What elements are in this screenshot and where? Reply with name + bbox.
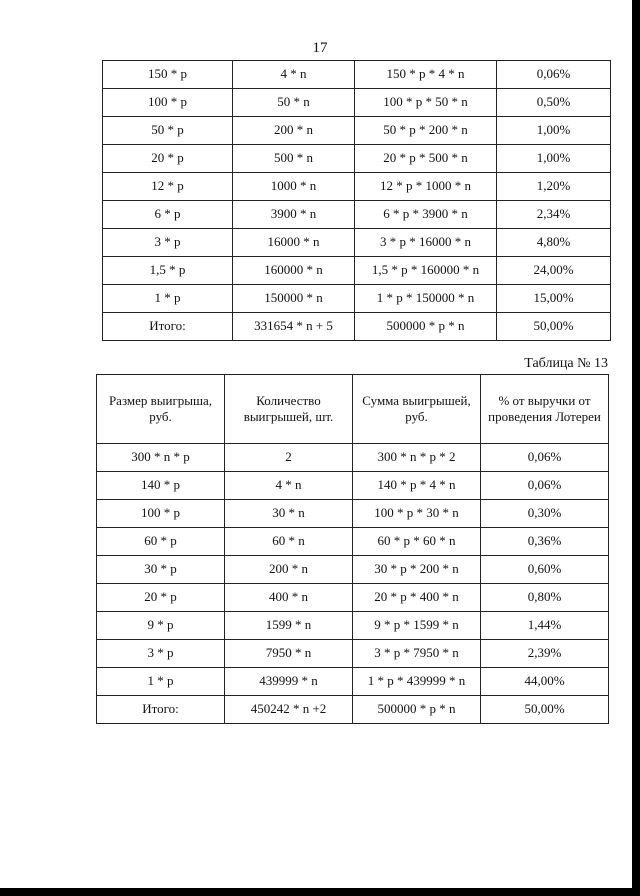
revenue-percent-cell: 50,00% — [481, 696, 609, 724]
revenue-percent-cell: 0,80% — [481, 584, 609, 612]
prize-count-cell: 500 * n — [233, 145, 355, 173]
prize-count-cell: 1599 * n — [225, 612, 353, 640]
prize-sum-cell: 30 * p * 200 * n — [353, 556, 481, 584]
prize-count-cell: 150000 * n — [233, 285, 355, 313]
revenue-percent-cell: 1,44% — [481, 612, 609, 640]
prize-count-cell: 2 — [225, 444, 353, 472]
prize-count-cell: 30 * n — [225, 500, 353, 528]
prize-table-13 — [96, 374, 609, 724]
prize-size-cell: 20 * p — [103, 145, 233, 173]
table-row — [97, 472, 609, 500]
table-row — [103, 201, 611, 229]
prize-sum-cell: 50 * p * 200 * n — [355, 117, 497, 145]
prize-size-cell: Итого: — [97, 696, 225, 724]
prize-count-cell: 160000 * n — [233, 257, 355, 285]
prize-size-cell: 1 * p — [103, 285, 233, 313]
prize-count-cell: 1000 * n — [233, 173, 355, 201]
table-row — [97, 500, 609, 528]
revenue-percent-cell: 50,00% — [497, 313, 611, 341]
prize-sum-cell: 6 * p * 3900 * n — [355, 201, 497, 229]
table-row — [103, 145, 611, 173]
table-row — [97, 444, 609, 472]
prize-size-cell: 60 * p — [97, 528, 225, 556]
prize-sum-cell: 140 * p * 4 * n — [353, 472, 481, 500]
prize-size-cell: 1,5 * p — [103, 257, 233, 285]
header-prize-count: Количество выигрышей, шт. — [225, 375, 353, 444]
prize-table-continued — [102, 60, 611, 341]
prize-sum-cell: 20 * p * 400 * n — [353, 584, 481, 612]
header-prize-size: Размер выигрыша, руб. — [97, 375, 225, 444]
prize-sum-cell: 60 * p * 60 * n — [353, 528, 481, 556]
prize-count-cell: 331654 * n + 5 — [233, 313, 355, 341]
table-row — [103, 313, 611, 341]
prize-sum-cell: 9 * p * 1599 * n — [353, 612, 481, 640]
prize-size-cell: 12 * p — [103, 173, 233, 201]
prize-size-cell: 6 * p — [103, 201, 233, 229]
table-row — [103, 285, 611, 313]
revenue-percent-cell: 4,80% — [497, 229, 611, 257]
table-row — [103, 117, 611, 145]
prize-sum-cell: 1,5 * p * 160000 * n — [355, 257, 497, 285]
prize-size-cell: 100 * p — [97, 500, 225, 528]
revenue-percent-cell: 0,06% — [481, 472, 609, 500]
table-row — [97, 640, 609, 668]
revenue-percent-cell: 15,00% — [497, 285, 611, 313]
revenue-percent-cell: 1,00% — [497, 117, 611, 145]
table-row — [97, 696, 609, 724]
table-row — [103, 61, 611, 89]
revenue-percent-cell: 1,20% — [497, 173, 611, 201]
prize-count-cell: 16000 * n — [233, 229, 355, 257]
revenue-percent-cell: 44,00% — [481, 668, 609, 696]
prize-size-cell: 20 * p — [97, 584, 225, 612]
prize-count-cell: 4 * n — [233, 61, 355, 89]
prize-size-cell: 1 * p — [97, 668, 225, 696]
revenue-percent-cell: 0,50% — [497, 89, 611, 117]
prize-sum-cell: 150 * p * 4 * n — [355, 61, 497, 89]
prize-count-cell: 400 * n — [225, 584, 353, 612]
prize-count-cell: 200 * n — [225, 556, 353, 584]
prize-size-cell: 30 * p — [97, 556, 225, 584]
table-row — [103, 257, 611, 285]
prize-size-cell: 140 * p — [97, 472, 225, 500]
table-row — [103, 173, 611, 201]
prize-sum-cell: 3 * p * 7950 * n — [353, 640, 481, 668]
revenue-percent-cell: 0,06% — [497, 61, 611, 89]
table-row — [97, 556, 609, 584]
prize-sum-cell: 500000 * p * n — [353, 696, 481, 724]
prize-size-cell: 50 * p — [103, 117, 233, 145]
prize-count-cell: 439999 * n — [225, 668, 353, 696]
revenue-percent-cell: 0,36% — [481, 528, 609, 556]
prize-size-cell: 100 * p — [103, 89, 233, 117]
prize-sum-cell: 500000 * p * n — [355, 313, 497, 341]
prize-sum-cell: 100 * p * 50 * n — [355, 89, 497, 117]
prize-sum-cell: 12 * p * 1000 * n — [355, 173, 497, 201]
prize-count-cell: 60 * n — [225, 528, 353, 556]
table-row — [97, 612, 609, 640]
table-row — [97, 528, 609, 556]
revenue-percent-cell: 0,60% — [481, 556, 609, 584]
prize-sum-cell: 3 * p * 16000 * n — [355, 229, 497, 257]
table-row — [103, 229, 611, 257]
prize-size-cell: 3 * p — [97, 640, 225, 668]
prize-size-cell: 3 * p — [103, 229, 233, 257]
header-prize-sum: Сумма выигрышей, руб. — [353, 375, 481, 444]
table-row — [97, 584, 609, 612]
revenue-percent-cell: 1,00% — [497, 145, 611, 173]
prize-sum-cell: 1 * p * 439999 * n — [353, 668, 481, 696]
prize-sum-cell: 300 * n * p * 2 — [353, 444, 481, 472]
table-header-row — [97, 375, 609, 444]
revenue-percent-cell: 2,39% — [481, 640, 609, 668]
prize-size-cell: 150 * p — [103, 61, 233, 89]
prize-count-cell: 50 * n — [233, 89, 355, 117]
prize-sum-cell: 1 * p * 150000 * n — [355, 285, 497, 313]
prize-count-cell: 4 * n — [225, 472, 353, 500]
revenue-percent-cell: 0,06% — [481, 444, 609, 472]
table-caption: Таблица № 13 — [524, 356, 608, 371]
revenue-percent-cell: 2,34% — [497, 201, 611, 229]
prize-count-cell: 450242 * n +2 — [225, 696, 353, 724]
revenue-percent-cell: 24,00% — [497, 257, 611, 285]
prize-sum-cell: 100 * p * 30 * n — [353, 500, 481, 528]
prize-count-cell: 3900 * n — [233, 201, 355, 229]
page-number: 17 — [312, 40, 328, 56]
prize-count-cell: 7950 * n — [225, 640, 353, 668]
prize-size-cell: 300 * n * p — [97, 444, 225, 472]
prize-sum-cell: 20 * p * 500 * n — [355, 145, 497, 173]
prize-size-cell: Итого: — [103, 313, 233, 341]
prize-size-cell: 9 * p — [97, 612, 225, 640]
revenue-percent-cell: 0,30% — [481, 500, 609, 528]
table-row — [97, 668, 609, 696]
prize-count-cell: 200 * n — [233, 117, 355, 145]
table-row — [103, 89, 611, 117]
header-revenue-percent: % от выручки от проведения Лотереи — [481, 375, 609, 444]
